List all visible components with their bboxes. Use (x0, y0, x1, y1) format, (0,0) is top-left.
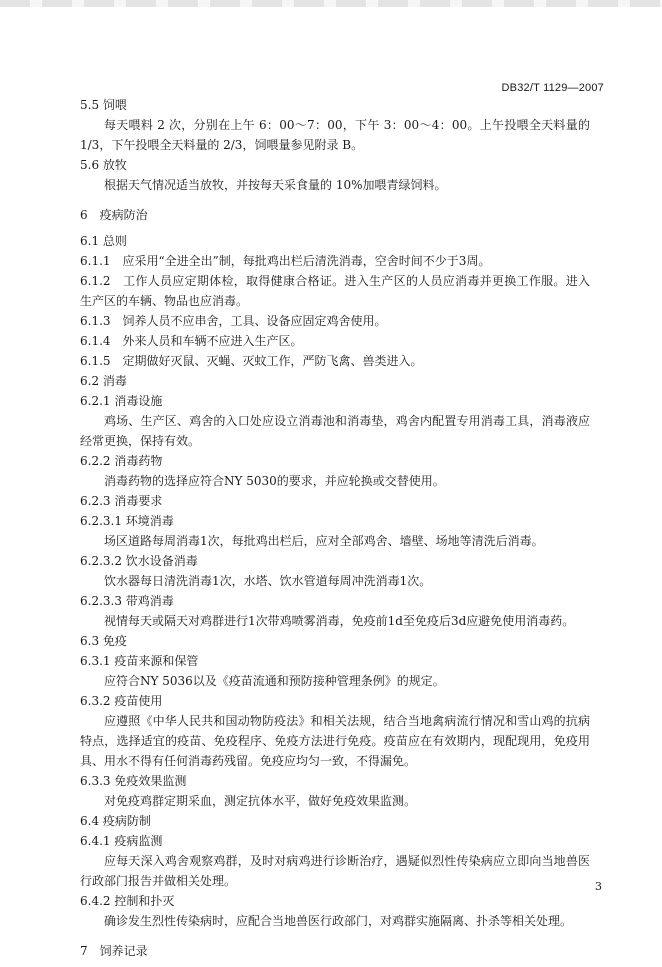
section-heading: 6.2.3.3 带鸡消毒 (80, 594, 174, 608)
paragraph: 6.1.5 定期做好灭鼠、灭蝇、灭蚊工作，严防飞禽、兽类进入。 (80, 354, 423, 368)
section-heading: 6.4 疫病防制 (80, 814, 151, 828)
chapter-heading: 6 疫病防治 (80, 208, 148, 222)
page-number: 3 (595, 880, 602, 893)
standard-code: DB32/T 1129—2007 (501, 82, 604, 94)
paragraph: 6.1.2 工作人员应定期体检，取得健康合格证。进入生产区的人员应消毒并更换工作服。进入生产区的车辆、物品也应消毒。 (80, 274, 590, 308)
paragraph: 饮水器每日清洗消毒1次，水塔、饮水管道每周冲洗消毒1次。 (104, 574, 432, 588)
paragraph: 确诊发生烈性传染病时，应配合当地兽医行政部门，对鸡群实施隔离、扑杀等相关处理。 (104, 914, 573, 928)
section-heading: 6.2.3.1 环境消毒 (80, 514, 174, 528)
section-heading: 6.1 总则 (80, 234, 127, 248)
paragraph: 6.1.3 饲养人员不应串舍，工具、设备应固定鸡舍使用。 (80, 314, 387, 328)
paragraph: 对免疫鸡群定期采血，测定抗体水平，做好免疫效果监测。 (104, 794, 417, 808)
paragraph: 6.1.4 外来人员和车辆不应进入生产区。 (80, 334, 303, 348)
paragraph: 应遵照《中华人民共和国动物防疫法》和相关法规，结合当地禽病流行情况和雪山鸡的抗病特点，选择适宜的疫苗、免疫程序、免疫方法进行免疫。疫苗应在有效期内，现配现用，免疫用具、用水不得有任何消毒药残留。免疫应均匀一致，不得漏免。 (80, 714, 590, 768)
section-heading: 6.2.1 消毒设施 (80, 394, 163, 408)
section-heading: 6.3.2 疫苗使用 (80, 694, 163, 708)
paragraph: 应每天深入鸡舍观察鸡群，及时对病鸡进行诊断治疗，遇疑似烈性传染病应立即向当地兽医行政部门报告并做相关处理。 (80, 854, 590, 888)
document-body (80, 95, 590, 967)
section-heading: 6.4.1 疫病监测 (80, 834, 163, 848)
paragraph: 鸡场、生产区、鸡舍的入口处应设立消毒池和消毒垫，鸡舍内配置专用消毒工具，消毒液应经常更换，保持有效。 (80, 414, 590, 448)
section-heading: 6.3 免疫 (80, 634, 127, 648)
paragraph: 视情每天或隔天对鸡群进行1次带鸡喷雾消毒，免疫前1d至免疫后3d应避免使用消毒药。 (104, 614, 575, 628)
paragraph: 根据天气情况适当放牧，并按每天采食量的 10%加喂青绿饲料。 (104, 178, 447, 192)
paragraph: 消毒药物的选择应符合NY 5030的要求，并应轮换或交替使用。 (104, 474, 445, 488)
paragraph: 6.1.1 应采用“全进全出”制，每批鸡出栏后清洗消毒，空舍时间不少于3周。 (80, 254, 491, 268)
section-heading: 5.5 饲喂 (80, 98, 127, 112)
section-heading: 6.2 消毒 (80, 374, 127, 388)
section-heading: 5.6 放牧 (80, 158, 127, 172)
scan-artifact-strip (0, 0, 662, 7)
section-heading: 6.3.3 免疫效果监测 (80, 774, 187, 788)
paragraph: 场区道路每周消毒1次，每批鸡出栏后，应对全部鸡舍、墙壁、场地等清洗后消毒。 (104, 534, 544, 548)
section-heading: 6.2.3 消毒要求 (80, 494, 163, 508)
section-heading: 6.3.1 疫苗来源和保管 (80, 654, 199, 668)
chapter-heading: 7 饲养记录 (80, 944, 148, 958)
paragraph: 每天喂料 2 次，分别在上午 6：00～7：00，下午 3：00～4：00。上午投喂全天料量的 1/3，下午投喂全天料量的 2/3，饲喂量参见附录 B。 (80, 118, 590, 152)
section-heading: 6.2.2 消毒药物 (80, 454, 163, 468)
section-heading: 6.2.3.2 饮水设备消毒 (80, 554, 198, 568)
section-heading: 6.4.2 控制和扑灭 (80, 894, 175, 908)
paragraph: 应符合NY 5036以及《疫苗流通和预防接种管理条例》的规定。 (104, 674, 445, 688)
